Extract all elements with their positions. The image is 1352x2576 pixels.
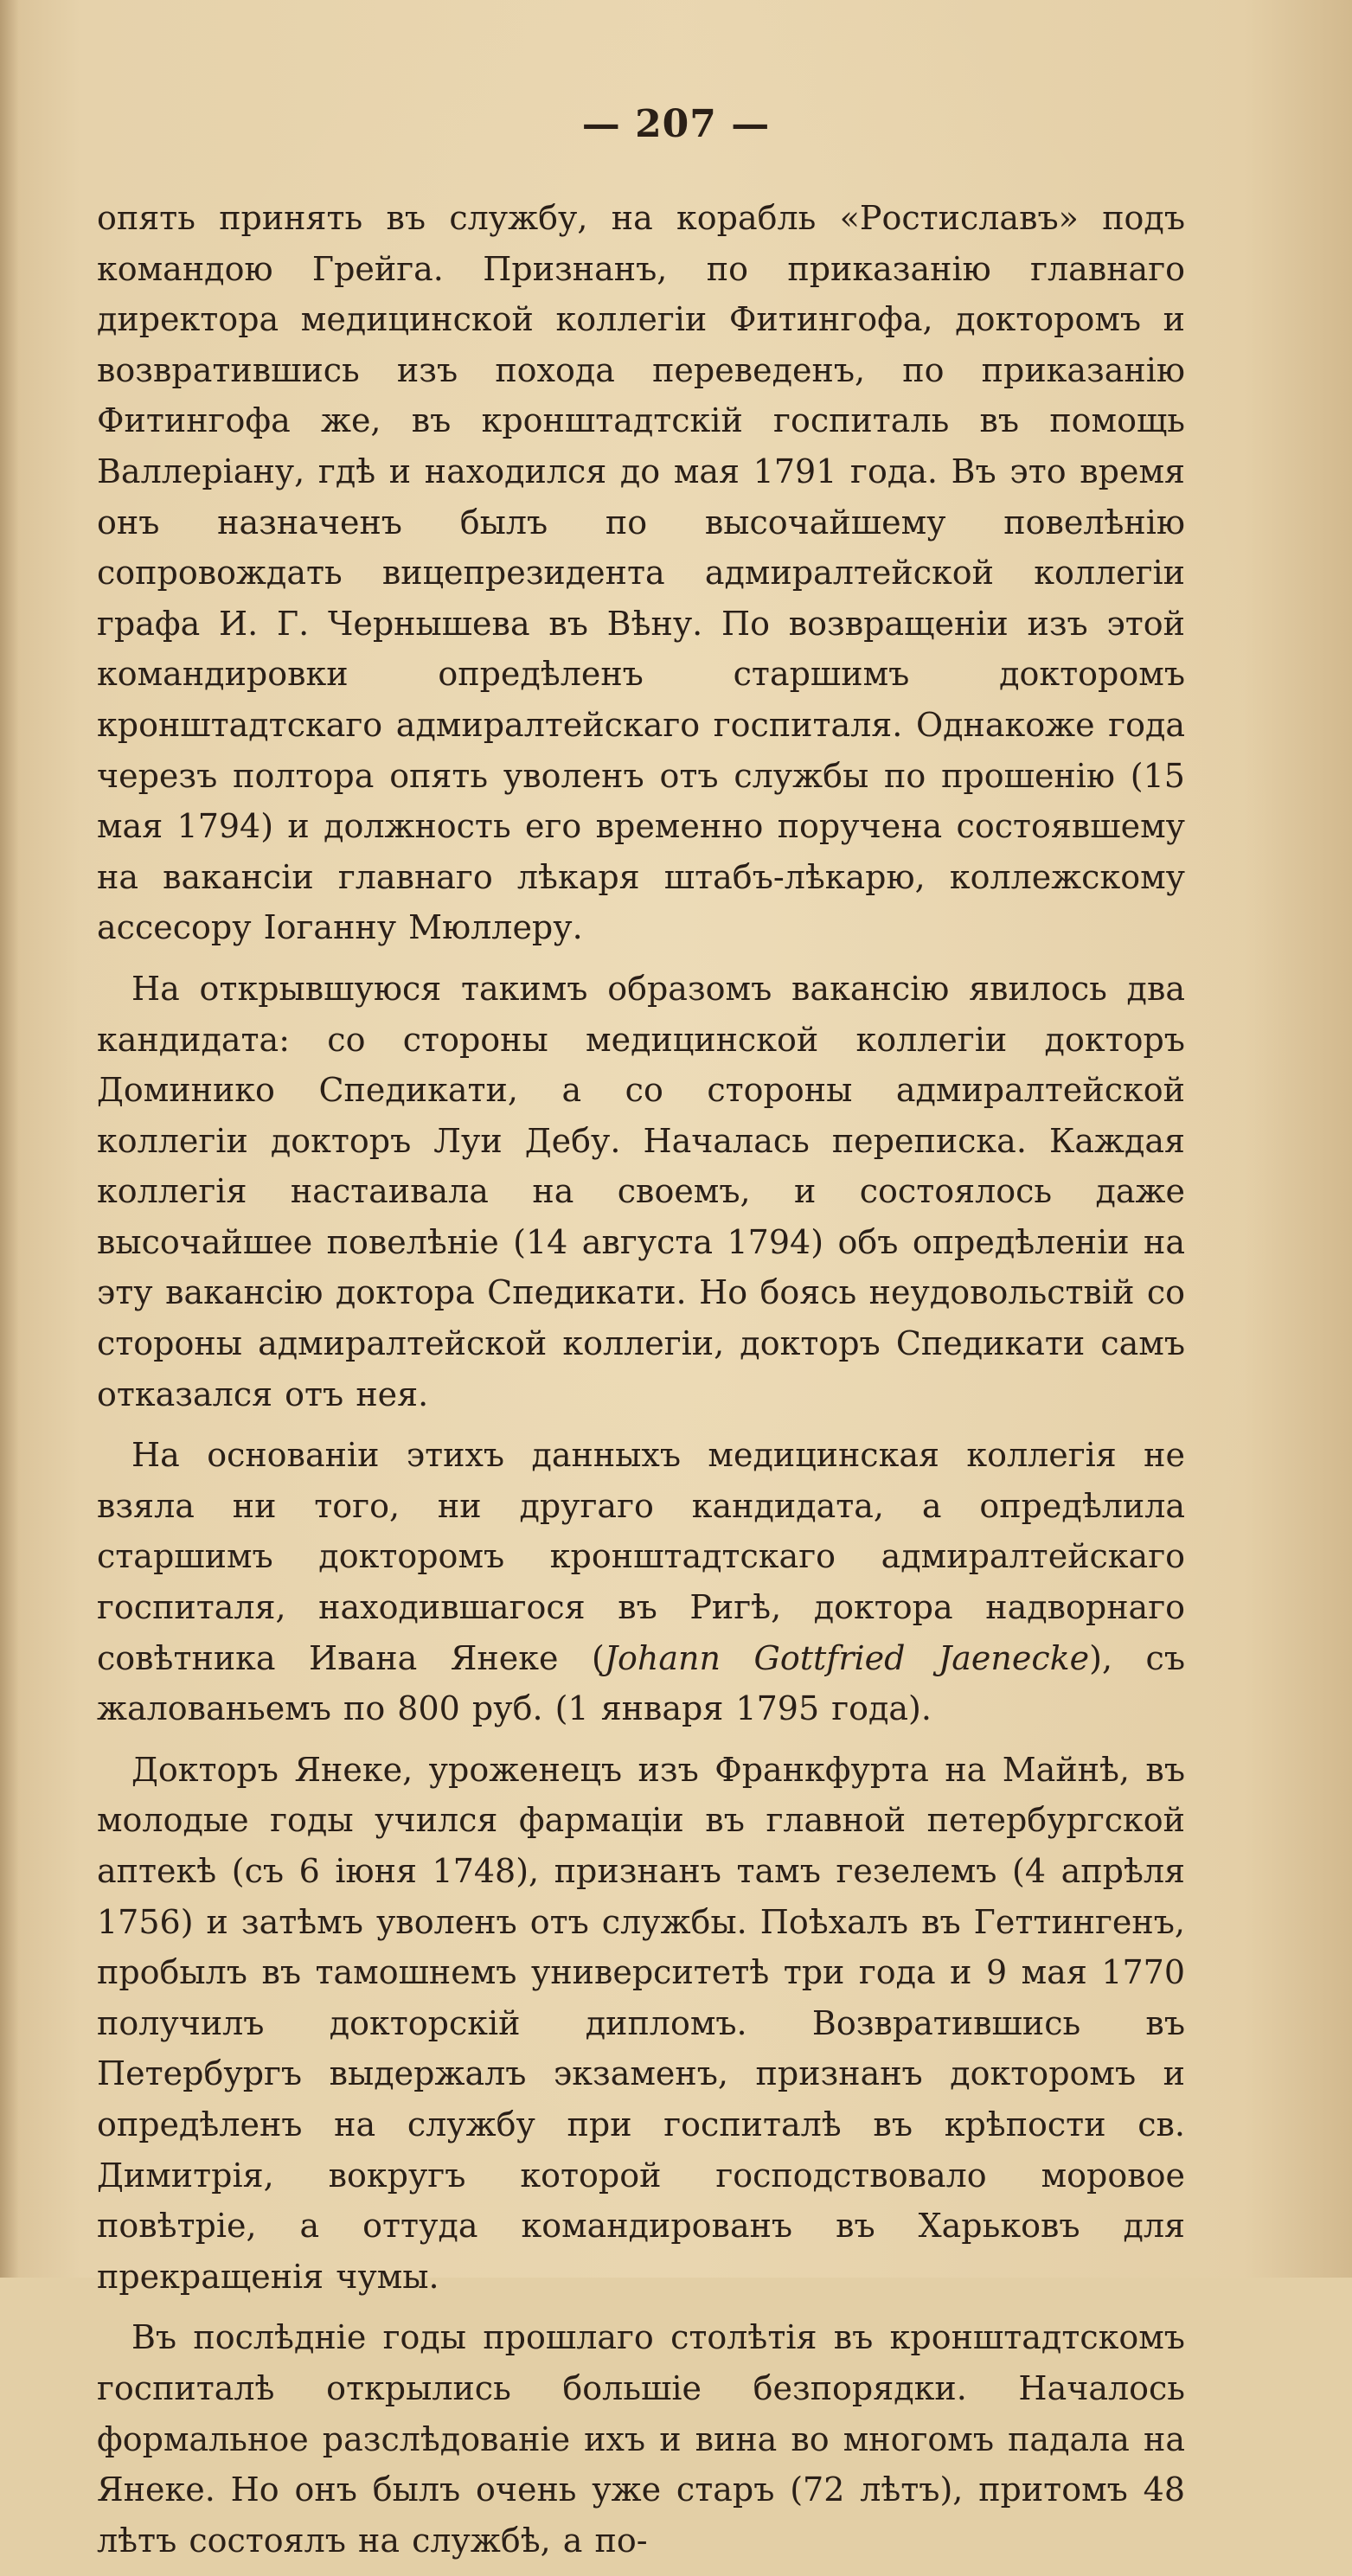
paragraph-5: Въ послѣдніе годы прошлаго столѣтія въ кронштадтскомъ госпиталѣ открылись большіе безпорядки. Началось формальное разслѣдованіе ихъ и вина во многомъ падала на Янеке. Но онъ былъ очень уже старъ (72 лѣтъ), притомъ 48 лѣтъ состоялъ на службѣ, а по- — [97, 2318, 1185, 2560]
paragraph-3-text-start: На основаніи этихъ данныхъ медицинская коллегія не взяла ни того, ни другаго кандидата, а опредѣлила старшимъ докторомъ кронштадтскаго адмиралтейскаго госпиталя, находившагося въ Ригѣ, доктора надворнаго совѣтника Ивана Янеке ( — [97, 1436, 1185, 1677]
page-number: — 207 — — [581, 102, 771, 146]
body-text — [97, 193, 1185, 2576]
paragraph-4: Докторъ Янеке, уроженецъ изъ Франкфурта на Майнѣ, въ молодые годы учился фармаціи въ главной петербургской аптекѣ (съ 6 іюня 1748), признанъ тамъ гезелемъ (4 апрѣля 1756) и затѣмъ уволенъ отъ службы. Поѣхалъ въ Геттингенъ, пробылъ въ тамошнемъ университетѣ три года и 9 мая 1770 получилъ докторскій дипломъ. Возвратившись въ Петербургъ выдержалъ экзаменъ, признанъ докторомъ и опредѣленъ на службу при госпиталѣ въ крѣпости св. Димитрія, вокругъ которой господствовало моровое повѣтріе, а оттуда командированъ въ Харьковъ для прекращенія чумы. — [97, 1750, 1185, 2296]
foreign-name-italic: Johann Gottfried Jaenecke — [604, 1638, 1090, 1677]
paragraph-1: опять принять въ службу, на корабль «Ростиславъ» подъ командою Грейга. Признанъ, по приказанію главнаго директора медицинской коллегіи Фитингофа, докторомъ и возвратившись изъ похода переведенъ, по приказанію Фитингофа же, въ кронштадтскій госпиталь въ помощь Валлеріану, гдѣ и находился до мая 1791 года. Въ это время онъ назначенъ былъ по высочайшему повелѣнію сопровождать вицепрезидента адмиралтейской коллегіи графа И. Г. Чернышева въ Вѣну. По возвращеніи изъ этой командировки опредѣленъ старшимъ докторомъ кронштадтскаго адмиралтейскаго госпиталя. Однакоже года черезъ полтора опять уволенъ отъ службы по прошенію (15 мая 1794) и должность его временно поручена состоявшему на вакансіи главнаго лѣкаря штабъ-лѣкарю, коллежскому ассесору Іоганну Мюллеру. — [97, 199, 1185, 947]
paragraph-2: На открывшуюся такимъ образомъ вакансію явилось два кандидата: со стороны медицинской коллегіи докторъ Доминико Спедикати, а со стороны адмиралтейской коллегіи докторъ Луи Дебу. Началась переписка. Каждая коллегія настаивала на своемъ, и состоялось даже высочайшее повелѣніе (14 августа 1794) объ опредѣленіи на эту вакансію доктора Спедикати. Но боясь неудовольствій со стороны адмиралтейской коллегіи, докторъ Спедикати самъ отказался отъ нея. — [97, 969, 1185, 1413]
paragraph-3 — [97, 1430, 1185, 1734]
paragraph-3-text-end: ), съ жалованьемъ по 800 руб. (1 января 1795 года). — [97, 1638, 1185, 1728]
